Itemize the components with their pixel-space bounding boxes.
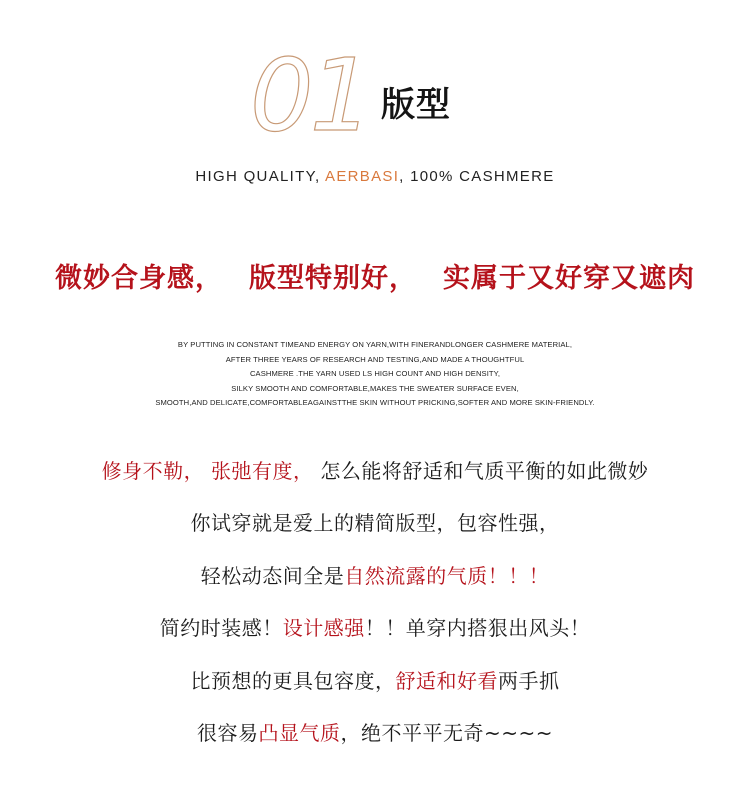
body-line-5 bbox=[0, 663, 750, 715]
body-text: 很容易 bbox=[196, 720, 259, 745]
headline-part-3: 实属于又好穿又遮肉 bbox=[443, 263, 695, 294]
english-description bbox=[0, 338, 750, 411]
highlight-text: 修身不勒， 张弛有度， bbox=[101, 459, 314, 483]
headline-part-1: 微妙合身感， bbox=[55, 263, 223, 294]
body-line-3 bbox=[0, 558, 750, 610]
body-line-4 bbox=[0, 610, 750, 662]
section-header bbox=[0, 0, 750, 150]
english-line: AFTER THREE YEARS OF RESEARCH AND TESTING,AND MADE A THOUGHTFUL bbox=[225, 354, 525, 364]
body-text: 简约时装感！ bbox=[159, 616, 283, 641]
section-number-text: 01 bbox=[250, 40, 370, 140]
body-line-1 bbox=[0, 453, 750, 505]
body-text: 轻松动态间全是 bbox=[200, 563, 345, 588]
english-line: BY PUTTING IN CONSTANT TIMEAND ENERGY ON YARN,WITH FINERANDLONGER CASHMERE MATERIAL, bbox=[177, 340, 573, 349]
body-text: 比预想的更具包容度， bbox=[190, 668, 396, 693]
body-line-2 bbox=[0, 505, 750, 557]
body-text: 两手抓 bbox=[498, 668, 560, 693]
headline bbox=[0, 256, 750, 295]
body-text: 你试穿就是爱上的精简版型，包容性强， bbox=[190, 511, 560, 536]
body-text: ，绝不平平无奇~~~~ bbox=[340, 720, 554, 745]
tagline-prefix: HIGH QUALITY, bbox=[195, 168, 326, 185]
body-text: ！！单穿内搭狠出风头！ bbox=[364, 616, 591, 641]
highlight-text: 自然流露的气质！！！ bbox=[344, 563, 550, 588]
english-line: SILKY SMOOTH AND COMFORTABLE,MAKES THE SWEATER SURFACE EVEN, bbox=[231, 383, 519, 393]
brand-name: AERBASI bbox=[325, 168, 400, 185]
highlight-text: 凸显气质 bbox=[258, 720, 341, 745]
body-line-6 bbox=[0, 715, 750, 767]
body-text: 怎么能将舒适和气质平衡的如此微妙 bbox=[313, 459, 649, 483]
tagline-suffix: , 100% CASHMERE bbox=[399, 168, 555, 185]
english-line: SMOOTH,AND DELICATE,COMFORTABLEAGAINSTTHE SKIN WITHOUT PRICKING,SOFTER AND MORE SKIN-FRIENDLY. bbox=[155, 398, 595, 407]
chinese-description bbox=[0, 453, 750, 767]
highlight-text: 舒适和好看 bbox=[395, 668, 498, 693]
tagline bbox=[0, 168, 750, 185]
section-title: 版型 bbox=[381, 85, 451, 125]
english-line: CASHMERE .THE YARN USED LS HIGH COUNT AND HIGH DENSITY, bbox=[249, 369, 501, 378]
highlight-text: 设计感强 bbox=[282, 616, 365, 641]
section-number-01 bbox=[248, 40, 378, 140]
headline-part-2: 版型特别好， bbox=[249, 263, 417, 294]
